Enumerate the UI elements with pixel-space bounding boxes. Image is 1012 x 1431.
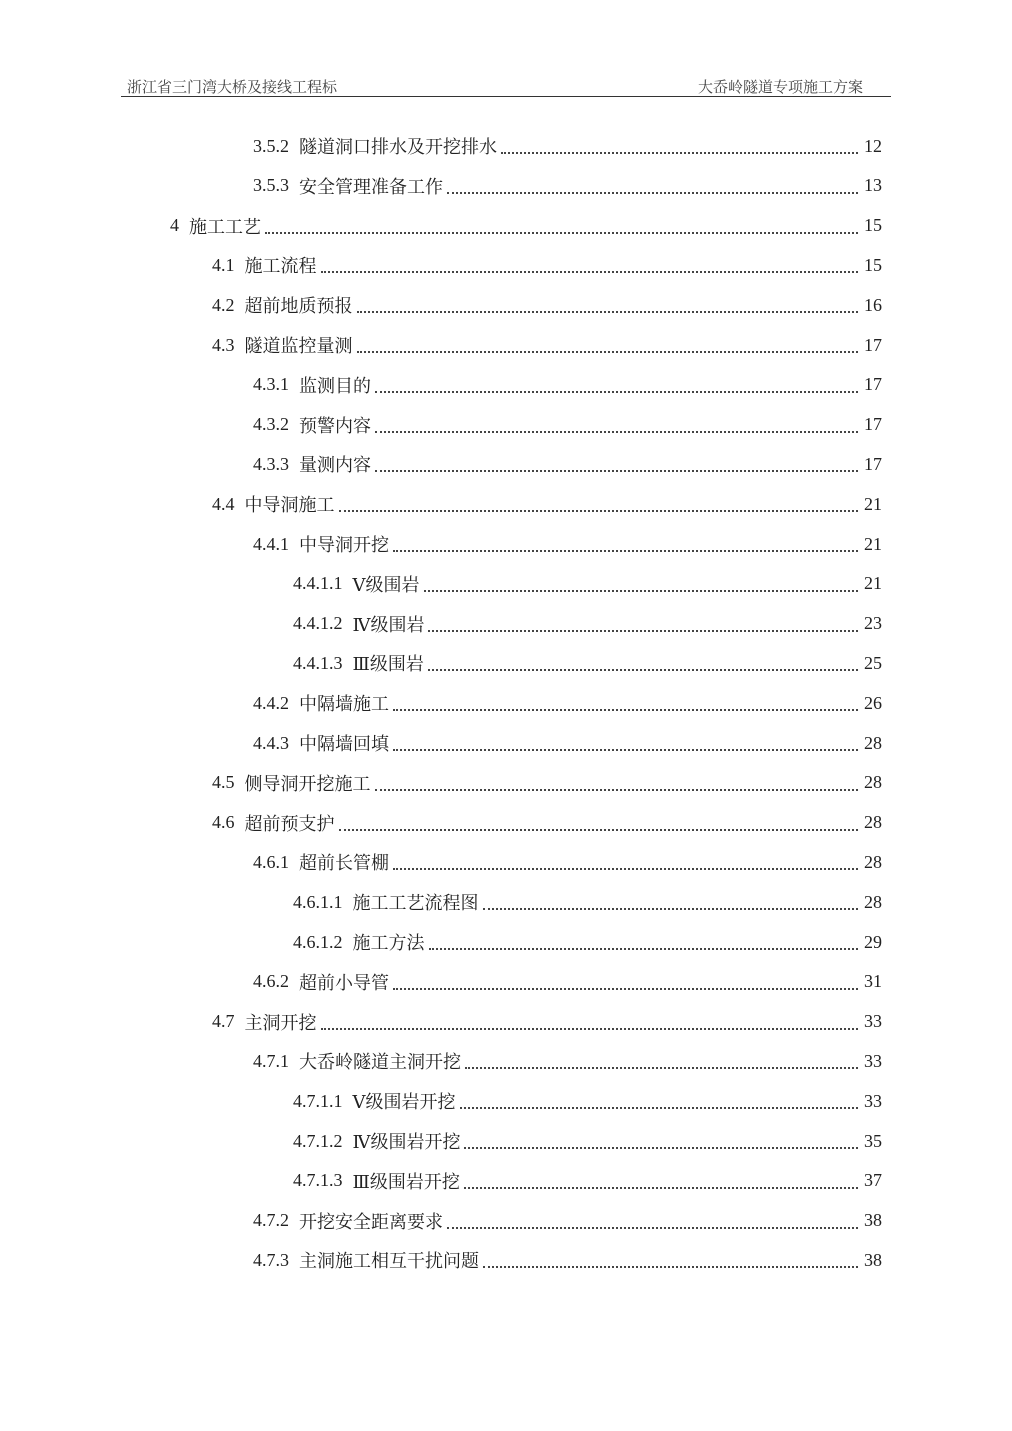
toc-entry-title: 中隔墙回填 [299, 734, 389, 754]
toc-entry-number: 4.4.1.3 [293, 652, 343, 673]
toc-entry-title: 施工工艺流程图 [352, 893, 479, 914]
toc-entry-number: 4.4.3 [253, 732, 289, 753]
toc-dot-leader [428, 612, 858, 632]
toc-dot-leader [375, 452, 858, 472]
toc-dot-leader [424, 572, 859, 592]
toc-dot-leader [428, 651, 858, 671]
toc-entry-page-number: 33 [864, 1011, 882, 1032]
toc-entry-title: 超前预支护 [244, 813, 335, 834]
toc-dot-leader [393, 532, 858, 552]
toc-entry-number: 4.6.2 [253, 971, 289, 992]
toc-entry-page-number: 21 [864, 573, 882, 594]
toc-entry-title: 量测内容 [299, 455, 371, 476]
toc-entry-number: 4.4 [212, 493, 235, 514]
toc-entry-title: 安全管理准备工作 [299, 176, 443, 197]
toc-dot-leader [464, 1129, 858, 1149]
toc-entry-title: Ⅴ级围岩开挖 [352, 1092, 456, 1113]
toc-entry-number: 4.6.1 [253, 851, 289, 872]
toc-entry-page-number: 37 [864, 1170, 882, 1191]
toc-entry-page-number: 33 [864, 1090, 882, 1111]
toc-entry-page-number: 29 [864, 931, 882, 952]
toc-dot-leader [483, 890, 859, 910]
toc-entry-title: 预警内容 [299, 415, 371, 436]
toc-entry[interactable] [253, 962, 882, 1002]
toc-entry-page-number: 38 [864, 1249, 882, 1270]
toc-entry-page-number: 17 [864, 453, 882, 474]
toc-entry-title: 超前地质预报 [244, 296, 353, 317]
toc-entry-title: 中导洞施工 [244, 495, 335, 516]
toc-entry-title: Ⅳ级围岩 [352, 614, 425, 635]
toc-entry-number: 4.2 [212, 294, 235, 315]
toc-entry-page-number: 13 [864, 175, 882, 196]
toc-entry-title: 超前长管棚 [299, 853, 389, 874]
toc-dot-leader [393, 970, 858, 990]
toc-entry[interactable] [253, 365, 882, 405]
toc-entry-number: 4 [170, 215, 179, 236]
toc-entry-page-number: 21 [864, 493, 882, 514]
toc-entry[interactable] [253, 524, 882, 564]
page-header [121, 72, 891, 97]
toc-entry[interactable] [293, 604, 882, 644]
toc-dot-leader [375, 373, 858, 393]
toc-entry[interactable] [253, 842, 882, 882]
toc-entry-page-number: 38 [864, 1210, 882, 1231]
toc-entry[interactable] [253, 1201, 882, 1241]
toc-entry[interactable] [293, 882, 882, 922]
toc-entry-title: 中导洞开挖 [299, 535, 389, 555]
toc-entry-page-number: 21 [864, 533, 882, 554]
toc-entry-title: 中隔墙施工 [299, 694, 389, 715]
toc-entry-number: 4.7.1.1 [293, 1090, 343, 1111]
toc-entry-number: 4.4.2 [253, 692, 289, 713]
toc-entry-number: 4.3.2 [253, 414, 289, 435]
toc-entry-page-number: 17 [864, 334, 882, 355]
toc-entry-title: 施工方法 [352, 933, 425, 953]
toc-entry-title: Ⅴ级围岩 [352, 574, 420, 595]
toc-entry[interactable] [212, 245, 882, 285]
toc-entry-number: 4.4.1.2 [293, 613, 343, 634]
toc-dot-leader [460, 1089, 859, 1109]
toc-entry-page-number: 26 [864, 692, 882, 713]
toc-entry-number: 4.3.3 [253, 453, 289, 474]
toc-dot-leader [321, 253, 859, 273]
toc-entry-title: 隧道监控量测 [244, 336, 353, 356]
header-document-title: 大岙岭隧道专项施工方案 [697, 80, 863, 96]
toc-entry[interactable] [253, 126, 882, 166]
toc-dot-leader [501, 134, 858, 154]
toc-entry[interactable] [212, 803, 882, 843]
toc-entry-page-number: 15 [864, 254, 882, 275]
toc-entry-title: 隧道洞口排水及开挖排水 [299, 137, 497, 157]
toc-entry[interactable] [212, 763, 882, 803]
toc-entry-number: 4.7.1.2 [293, 1130, 343, 1151]
toc-entry-number: 3.5.2 [253, 135, 289, 156]
toc-entry-title: 监测目的 [299, 375, 371, 396]
toc-entry-number: 4.4.1 [253, 533, 289, 554]
toc-dot-leader [357, 293, 859, 313]
toc-entry-page-number: 28 [864, 891, 882, 912]
toc-entry[interactable] [293, 1121, 882, 1161]
toc-dot-leader [464, 1169, 858, 1189]
toc-dot-leader [393, 731, 858, 751]
toc-entry-title: 侧导洞开挖施工 [244, 773, 371, 794]
toc-entry[interactable] [212, 285, 882, 325]
toc-entry[interactable] [253, 1041, 882, 1081]
toc-dot-leader [465, 1049, 858, 1069]
toc-dot-leader [393, 850, 858, 870]
toc-entry-number: 4.6.1.1 [293, 891, 343, 912]
toc-dot-leader [321, 1010, 859, 1030]
toc-entry-page-number: 17 [864, 414, 882, 435]
toc-dot-leader [357, 333, 859, 353]
toc-entry[interactable] [253, 405, 882, 445]
toc-entry-title: 大岙岭隧道主洞开挖 [299, 1052, 461, 1073]
toc-dot-leader [375, 771, 859, 791]
toc-entry-title: 施工工艺 [189, 216, 261, 237]
toc-entry[interactable] [253, 1240, 882, 1280]
toc-entry[interactable] [253, 166, 882, 206]
toc-entry[interactable] [293, 1081, 882, 1121]
toc-dot-leader [447, 1209, 858, 1229]
toc-entry-number: 4.3 [212, 334, 235, 355]
toc-entry[interactable] [253, 444, 882, 484]
toc-entry-title: 主洞开挖 [244, 1012, 317, 1033]
toc-entry-title: Ⅲ级围岩开挖 [352, 1171, 460, 1192]
toc-entry-number: 4.3.1 [253, 374, 289, 395]
toc-entry[interactable] [212, 325, 882, 365]
toc-entry-number: 4.4.1.1 [293, 573, 343, 594]
toc-entry-page-number: 35 [864, 1130, 882, 1151]
toc-entry-page-number: 23 [864, 613, 882, 634]
toc-entry-number: 4.7 [212, 1011, 235, 1032]
toc-dot-leader [483, 1248, 858, 1268]
toc-dot-leader [393, 691, 858, 711]
toc-entry-page-number: 25 [864, 652, 882, 673]
toc-entry-number: 4.5 [212, 772, 235, 793]
toc-entry-title: Ⅳ级围岩开挖 [352, 1132, 461, 1152]
toc-dot-leader [447, 174, 858, 194]
toc-entry[interactable] [293, 564, 882, 604]
toc-entry-page-number: 31 [864, 971, 882, 992]
toc-dot-leader [429, 930, 859, 950]
toc-entry[interactable] [293, 1161, 882, 1201]
toc-entry-page-number: 12 [864, 135, 882, 156]
toc-entry[interactable] [170, 206, 882, 246]
toc-entry-number: 4.7.1 [253, 1050, 289, 1071]
toc-entry-title: 主洞施工相互干扰问题 [299, 1251, 479, 1272]
toc-dot-leader [265, 214, 858, 234]
toc-entry-page-number: 28 [864, 772, 882, 793]
toc-entry-page-number: 28 [864, 812, 882, 833]
toc-entry-number: 4.6.1.2 [293, 931, 343, 952]
toc-entry[interactable] [253, 683, 882, 723]
toc-entry[interactable] [293, 922, 882, 962]
toc-entry-page-number: 17 [864, 374, 882, 395]
toc-entry-number: 4.1 [212, 254, 235, 275]
toc-entry-title: 施工流程 [244, 256, 317, 277]
toc-entry[interactable] [212, 484, 882, 524]
toc-entry-title: 超前小导管 [299, 972, 389, 993]
toc-entry-number: 4.7.2 [253, 1210, 289, 1231]
toc-dot-leader [339, 492, 859, 512]
toc-entry-page-number: 28 [864, 851, 882, 872]
toc-dot-leader [375, 413, 858, 433]
toc-entry-number: 3.5.3 [253, 175, 289, 196]
toc-entry-title: 开挖安全距离要求 [299, 1211, 443, 1232]
toc-entry-number: 4.6 [212, 812, 235, 833]
toc-entry-title: Ⅲ级围岩 [352, 654, 424, 675]
toc-entry[interactable] [253, 723, 882, 763]
toc-entry-page-number: 15 [864, 215, 882, 236]
toc-entry-page-number: 16 [864, 294, 882, 315]
toc-dot-leader [339, 811, 859, 831]
toc-entry-number: 4.7.3 [253, 1249, 289, 1270]
toc-entry[interactable] [212, 1002, 882, 1042]
toc-entry[interactable] [293, 643, 882, 683]
header-project-name: 浙江省三门湾大桥及接线工程标 [127, 80, 338, 96]
toc-entry-page-number: 28 [864, 732, 882, 753]
toc-entry-number: 4.7.1.3 [293, 1170, 343, 1191]
toc-entry-page-number: 33 [864, 1050, 882, 1071]
